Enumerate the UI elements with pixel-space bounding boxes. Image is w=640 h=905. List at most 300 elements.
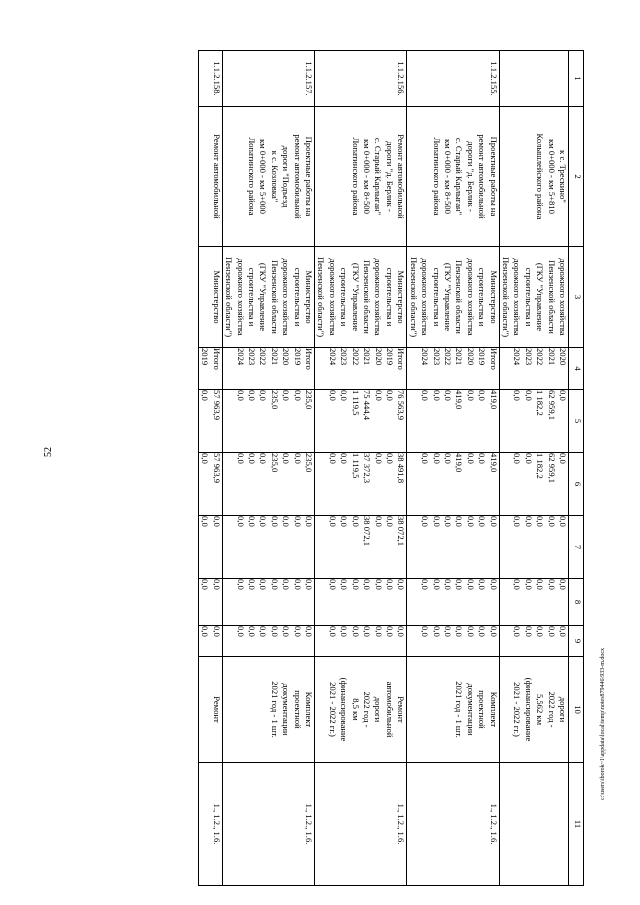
other-sources-cell xyxy=(199,626,223,657)
row-name xyxy=(315,107,407,247)
total-cell-value: 76 563,9 xyxy=(396,390,407,421)
row-executor-line: дорожного хозяйства xyxy=(281,258,292,336)
federal-budget-cell-value: 38 072,1 xyxy=(362,516,373,547)
other-sources-cell-value: 0,0 xyxy=(362,626,373,637)
table-body xyxy=(199,51,584,886)
row-executor-line: дорожного хозяйства xyxy=(235,258,246,336)
total-cell-value: 235,0 xyxy=(269,390,280,410)
year-cell-value: 2024 xyxy=(420,348,431,366)
regional-budget-cell-value: 0,0 xyxy=(523,453,534,464)
regional-budget-cell-value: 0,0 xyxy=(373,453,384,464)
year-cell-value: 2021 xyxy=(362,348,373,366)
other-sources-cell-value: 0,0 xyxy=(292,626,303,637)
federal-budget-cell-value: 0,0 xyxy=(420,516,431,527)
column-number: 6 xyxy=(569,453,584,516)
other-sources-cell xyxy=(499,626,568,657)
other-sources-cell-value: 0,0 xyxy=(211,626,222,637)
footer-file-path: c:\users\iborok~1\appdata\local\temp\notes879446\933-m.docx xyxy=(600,647,606,800)
year-cell xyxy=(407,348,499,390)
row-name xyxy=(407,107,499,247)
total-cell-value: 1 182,2 xyxy=(535,390,546,416)
other-sources-cell xyxy=(315,626,407,657)
total-cell xyxy=(407,390,499,453)
year-cell-value: 2023 xyxy=(339,348,350,366)
row-executor-line: строительства и xyxy=(523,267,534,327)
row-name-line: Проектные работы на xyxy=(488,136,499,217)
row-result-line: 2021 - 2022 гг.) xyxy=(327,682,338,737)
year-cell xyxy=(315,348,407,390)
local-budget-cell-value: 0,0 xyxy=(362,579,373,590)
federal-budget-cell-value: 0,0 xyxy=(431,516,442,527)
local-budget-cell-value: 0,0 xyxy=(546,579,557,590)
federal-budget-cell xyxy=(222,516,314,579)
local-budget-cell xyxy=(407,579,499,626)
row-result-line: дороги xyxy=(373,696,384,723)
year-cell-value: 2019 xyxy=(384,348,395,366)
row-executor-line: (ГКУ "Управление xyxy=(535,262,546,332)
federal-budget-cell-value: 0,0 xyxy=(535,516,546,527)
other-sources-cell-value: 0,0 xyxy=(488,626,499,637)
row-executor-line: строительства и xyxy=(384,267,395,327)
total-cell-value: 0,0 xyxy=(373,390,384,401)
total-cell xyxy=(222,390,314,453)
year-cell-value: 2019 xyxy=(200,348,211,366)
row-name-line: Проектные работы на xyxy=(304,136,315,217)
column-number: 10 xyxy=(569,657,584,763)
regional-budget-cell-value: 38 491,8 xyxy=(396,453,407,484)
regional-budget-cell-value: 1 119,5 xyxy=(350,453,361,479)
row-executor-line: дорожного хозяйства xyxy=(465,258,476,336)
column-number: 8 xyxy=(569,579,584,626)
regional-budget-cell-value: 235,0 xyxy=(304,453,315,473)
local-budget-cell-value: 0,0 xyxy=(269,579,280,590)
row-id: 1.1.2.157. xyxy=(222,51,314,107)
regional-budget-cell xyxy=(222,453,314,516)
federal-budget-cell xyxy=(407,516,499,579)
program-table xyxy=(198,50,584,886)
local-budget-cell-value: 0,0 xyxy=(235,579,246,590)
total-cell-value: 419,0 xyxy=(488,390,499,410)
column-number: 11 xyxy=(569,763,584,886)
total-cell-value: 0,0 xyxy=(281,390,292,401)
row-name-line: Ремонт автомобильной xyxy=(396,134,407,219)
row-reference: 1., 1.2., 1.6. xyxy=(315,763,407,886)
row-executor xyxy=(499,247,568,348)
year-cell-value: 2023 xyxy=(247,348,258,366)
row-executor-line: строительства и xyxy=(339,267,350,327)
other-sources-cell-value: 0,0 xyxy=(200,626,211,637)
federal-budget-cell-value: 0,0 xyxy=(292,516,303,527)
row-reference xyxy=(499,763,568,886)
year-cell xyxy=(222,348,314,390)
row-executor-line: Министерство xyxy=(211,270,222,324)
year-cell xyxy=(199,348,223,390)
row-result-line: 5,562 км xyxy=(535,693,546,726)
total-cell-value: 0,0 xyxy=(339,390,350,401)
row-executor-line: строительства и xyxy=(292,267,303,327)
regional-budget-cell-value: 0,0 xyxy=(431,453,442,464)
total-cell-value: 0,0 xyxy=(523,390,534,401)
row-result xyxy=(315,657,407,763)
row-id: 1.1.2.158. xyxy=(199,51,223,107)
federal-budget-cell-value: 0,0 xyxy=(304,516,315,527)
row-executor-line: Пензенской области xyxy=(269,260,280,334)
row-result-line: автомобильной xyxy=(384,681,395,738)
row-result-line: дороги xyxy=(558,696,568,723)
local-budget-cell-value: 0,0 xyxy=(373,579,384,590)
row-result-line: (финансирование xyxy=(523,677,534,742)
row-name xyxy=(499,107,568,247)
local-budget-cell-value: 0,0 xyxy=(258,579,269,590)
federal-budget-cell-value: 0,0 xyxy=(200,516,211,527)
regional-budget-cell xyxy=(199,453,223,516)
row-executor-line: Пензенской области") xyxy=(224,256,235,338)
row-name-line: дороги "Подъезд xyxy=(281,145,292,208)
other-sources-cell-value: 0,0 xyxy=(535,626,546,637)
regional-budget-cell-value: 0,0 xyxy=(258,453,269,464)
row-executor-line: (ГКУ "Управление xyxy=(350,262,361,332)
federal-budget-cell-value: 0,0 xyxy=(443,516,453,527)
federal-budget-cell-value: 0,0 xyxy=(454,516,465,527)
row-result-line: 2022 год - xyxy=(362,691,373,728)
regional-budget-cell-value: 0,0 xyxy=(292,453,303,464)
regional-budget-cell-value: 419,0 xyxy=(454,453,465,473)
year-cell-value: 2021 xyxy=(269,348,280,366)
local-budget-cell-value: 0,0 xyxy=(200,579,211,590)
local-budget-cell xyxy=(222,579,314,626)
year-cell-value: 2020 xyxy=(373,348,384,366)
federal-budget-cell-value: 0,0 xyxy=(546,516,557,527)
other-sources-cell-value: 0,0 xyxy=(384,626,395,637)
table-frame xyxy=(88,50,584,885)
total-cell-value: 0,0 xyxy=(258,390,269,401)
local-budget-cell-value: 0,0 xyxy=(281,579,292,590)
total-cell-value: 0,0 xyxy=(443,390,453,401)
regional-budget-cell-value: 57 963,9 xyxy=(211,453,222,484)
total-cell-value: 235,0 xyxy=(304,390,315,410)
local-budget-cell xyxy=(315,579,407,626)
regional-budget-cell xyxy=(407,453,499,516)
local-budget-cell-value: 0,0 xyxy=(420,579,431,590)
other-sources-cell-value: 0,0 xyxy=(327,626,338,637)
row-name-line: к с. Козловка" xyxy=(269,150,280,203)
local-budget-cell-value: 0,0 xyxy=(211,579,222,590)
federal-budget-cell-value: 0,0 xyxy=(269,516,280,527)
federal-budget-cell-value: 0,0 xyxy=(465,516,476,527)
regional-budget-cell-value: 0,0 xyxy=(235,453,246,464)
row-id: 1.1.2.155. xyxy=(407,51,499,107)
year-cell-value: 2019 xyxy=(292,348,303,366)
row-id xyxy=(499,51,568,107)
regional-budget-cell-value: 0,0 xyxy=(512,453,523,464)
other-sources-cell xyxy=(407,626,499,657)
total-cell-value: 0,0 xyxy=(292,390,303,401)
regional-budget-cell-value: 37 372,3 xyxy=(362,453,373,484)
column-number: 4 xyxy=(569,348,584,390)
row-result-line: Комплект xyxy=(304,691,315,728)
regional-budget-cell-value: 0,0 xyxy=(200,453,211,464)
regional-budget-cell-value: 0,0 xyxy=(443,453,453,464)
total-cell-value: 0,0 xyxy=(512,390,523,401)
federal-budget-cell-value: 0,0 xyxy=(477,516,488,527)
row-result xyxy=(222,657,314,763)
total-cell xyxy=(499,390,568,453)
row-reference: 1., 1.2., 1.6. xyxy=(407,763,499,886)
row-executor-line: дорожного хозяйства xyxy=(327,258,338,336)
regional-budget-cell-value: 0,0 xyxy=(558,453,568,464)
federal-budget-cell-value: 0,0 xyxy=(211,516,222,527)
total-cell-value: 1 119,5 xyxy=(350,390,361,416)
other-sources-cell-value: 0,0 xyxy=(269,626,280,637)
row-executor-line: Пензенской области") xyxy=(500,256,511,338)
total-cell-value: 0,0 xyxy=(465,390,476,401)
federal-budget-cell-value: 0,0 xyxy=(512,516,523,527)
federal-budget-cell-value: 0,0 xyxy=(339,516,350,527)
year-cell-value: 2021 xyxy=(454,348,465,366)
local-budget-cell-value: 0,0 xyxy=(304,579,315,590)
total-cell-value: 62 959,1 xyxy=(546,390,557,421)
regional-budget-cell xyxy=(315,453,407,516)
row-name-line: км 0+000 - км 8+500 xyxy=(442,139,453,214)
row-result-line: Ремонт xyxy=(396,696,407,723)
regional-budget-cell-value: 0,0 xyxy=(339,453,350,464)
year-cell-value: 2019 xyxy=(477,348,488,366)
federal-budget-cell-value: 38 072,1 xyxy=(396,516,407,547)
federal-budget-cell-value: 0,0 xyxy=(247,516,258,527)
row-name-line: Ремонт автомобильной xyxy=(211,134,222,219)
row-executor-line: строительства и xyxy=(247,267,258,327)
federal-budget-cell-value: 0,0 xyxy=(373,516,384,527)
other-sources-cell-value: 0,0 xyxy=(431,626,442,637)
regional-budget-cell-value: 0,0 xyxy=(420,453,431,464)
year-cell-value: 2022 xyxy=(443,348,453,366)
local-budget-cell-value: 0,0 xyxy=(339,579,350,590)
year-cell-value: 2023 xyxy=(431,348,442,366)
row-name-line: дороги "д. Берлик - xyxy=(384,141,395,212)
row-executor-line: дорожного хозяйства xyxy=(373,258,384,336)
local-budget-cell-value: 0,0 xyxy=(292,579,303,590)
row-executor-line: строительства и xyxy=(477,267,488,327)
row-executor-line: Пензенской области xyxy=(362,260,373,334)
federal-budget-cell-value: 0,0 xyxy=(327,516,338,527)
local-budget-cell-value: 0,0 xyxy=(443,579,453,590)
row-result-line: проектной xyxy=(292,690,303,729)
local-budget-cell-value: 0,0 xyxy=(350,579,361,590)
other-sources-cell-value: 0,0 xyxy=(454,626,465,637)
row-reference: 1., 1.2., 1.6. xyxy=(222,763,314,886)
row-executor xyxy=(222,247,314,348)
row-name-line: дороги "д. Берлик - xyxy=(465,141,476,212)
other-sources-cell-value: 0,0 xyxy=(235,626,246,637)
federal-budget-cell-value: 0,0 xyxy=(350,516,361,527)
row-result xyxy=(499,657,568,763)
other-sources-cell-value: 0,0 xyxy=(304,626,315,637)
row-result xyxy=(407,657,499,763)
year-cell-value: 2022 xyxy=(350,348,361,366)
table-row xyxy=(222,51,314,886)
row-executor-line: Министерство xyxy=(304,270,315,324)
row-executor-line: (ГКУ "Управление xyxy=(258,262,269,332)
row-executor-line: Пензенской области xyxy=(546,260,557,334)
local-budget-cell-value: 0,0 xyxy=(558,579,568,590)
other-sources-cell-value: 0,0 xyxy=(339,626,350,637)
row-result-line: 2021 - 2022 гг.) xyxy=(512,682,523,737)
row-executor-line: (ГКУ "Управление xyxy=(442,262,453,332)
total-cell-value: 57 963,9 xyxy=(211,390,222,421)
total-cell xyxy=(315,390,407,453)
row-name-line: км 0+000 - км 8+500 xyxy=(362,139,373,214)
row-result-line: 2021 год - 1 шт. xyxy=(269,681,280,738)
local-budget-cell-value: 0,0 xyxy=(396,579,407,590)
other-sources-cell-value: 0,0 xyxy=(546,626,557,637)
total-cell-value: 0,0 xyxy=(327,390,338,401)
row-executor-line: дорожного хозяйства xyxy=(420,258,431,336)
row-name-line: Лопатинского района xyxy=(350,137,361,216)
local-budget-cell-value: 0,0 xyxy=(535,579,546,590)
column-number: 2 xyxy=(569,107,584,247)
row-executor-line: Министерство xyxy=(488,270,499,324)
year-cell-value: 2022 xyxy=(258,348,269,366)
regional-budget-cell-value: 0,0 xyxy=(247,453,258,464)
year-cell-value: 2020 xyxy=(465,348,476,366)
regional-budget-cell-value: 235,0 xyxy=(269,453,280,473)
federal-budget-cell-value: 0,0 xyxy=(235,516,246,527)
total-cell-value: 0,0 xyxy=(200,390,211,401)
total-cell-value: 0,0 xyxy=(247,390,258,401)
row-name-line: ремонт автомобильной xyxy=(477,134,488,219)
row-result-line: (финансирование xyxy=(339,677,350,742)
other-sources-cell-value: 0,0 xyxy=(558,626,568,637)
year-cell-value: 2020 xyxy=(281,348,292,366)
other-sources-cell-value: 0,0 xyxy=(281,626,292,637)
column-number: 3 xyxy=(569,247,584,348)
year-cell-value: 2024 xyxy=(235,348,246,366)
other-sources-cell-value: 0,0 xyxy=(443,626,453,637)
local-budget-cell-value: 0,0 xyxy=(431,579,442,590)
regional-budget-cell-value: 419,0 xyxy=(488,453,499,473)
federal-budget-cell-value: 0,0 xyxy=(384,516,395,527)
column-number: 5 xyxy=(569,390,584,453)
row-executor xyxy=(199,247,223,348)
row-result-line: 2022 год - xyxy=(546,691,557,728)
row-name-line: км 0+000 - км 5+000 xyxy=(258,139,269,214)
regional-budget-cell-value: 0,0 xyxy=(477,453,488,464)
other-sources-cell-value: 0,0 xyxy=(396,626,407,637)
regional-budget-cell-value: 62 959,1 xyxy=(546,453,557,484)
row-reference: 1., 1.2., 1.6. xyxy=(199,763,223,886)
column-number: 1 xyxy=(569,51,584,107)
row-result-line: Комплект xyxy=(488,691,499,728)
row-name xyxy=(222,107,314,247)
year-cell-value: 2021 xyxy=(546,348,557,366)
federal-budget-cell-value: 0,0 xyxy=(488,516,499,527)
row-result-line: проектной xyxy=(477,690,488,729)
local-budget-cell-value: 0,0 xyxy=(512,579,523,590)
local-budget-cell-value: 0,0 xyxy=(384,579,395,590)
row-result xyxy=(199,657,223,763)
row-name-line: Колышлейского района xyxy=(535,133,546,220)
regional-budget-cell xyxy=(499,453,568,516)
row-name-line: Лопатинского района xyxy=(431,137,442,216)
row-id: 1.1.2.156. xyxy=(315,51,407,107)
federal-budget-cell xyxy=(315,516,407,579)
row-executor-line: дорожного хозяйства xyxy=(558,258,568,336)
federal-budget-cell-value: 0,0 xyxy=(281,516,292,527)
local-budget-cell-value: 0,0 xyxy=(488,579,499,590)
federal-budget-cell-value: 0,0 xyxy=(258,516,269,527)
other-sources-cell-value: 0,0 xyxy=(465,626,476,637)
regional-budget-cell-value: 1 182,2 xyxy=(535,453,546,479)
row-name xyxy=(199,107,223,247)
row-name-line: км 0+000 - км 5+810 xyxy=(546,139,557,214)
other-sources-cell-value: 0,0 xyxy=(258,626,269,637)
other-sources-cell-value: 0,0 xyxy=(373,626,384,637)
row-name-line: ремонт автомобильной xyxy=(292,134,303,219)
row-executor-line: Пензенской области") xyxy=(408,256,419,338)
local-budget-cell-value: 0,0 xyxy=(465,579,476,590)
total-cell xyxy=(199,390,223,453)
local-budget-cell-value: 0,0 xyxy=(477,579,488,590)
row-result-line: 8,5 км xyxy=(350,698,361,721)
year-cell-value: Итого xyxy=(396,348,407,370)
local-budget-cell xyxy=(199,579,223,626)
year-cell xyxy=(499,348,568,390)
other-sources-cell xyxy=(222,626,314,657)
year-cell-value: Итого xyxy=(488,348,499,370)
row-executor-line: Пензенской области") xyxy=(316,256,327,338)
year-cell-value: 2024 xyxy=(512,348,523,366)
total-cell-value: 0,0 xyxy=(431,390,442,401)
row-result-line: Ремонт xyxy=(211,696,222,723)
table-row xyxy=(199,51,223,886)
row-name-line: к с. Трескино" xyxy=(558,150,568,203)
other-sources-cell-value: 0,0 xyxy=(512,626,523,637)
total-cell-value: 0,0 xyxy=(235,390,246,401)
other-sources-cell-value: 0,0 xyxy=(350,626,361,637)
total-cell-value: 0,0 xyxy=(558,390,568,401)
row-executor xyxy=(315,247,407,348)
total-cell-value: 75 444,4 xyxy=(362,390,373,421)
year-cell-value: 2023 xyxy=(523,348,534,366)
local-budget-cell-value: 0,0 xyxy=(523,579,534,590)
regional-budget-cell-value: 0,0 xyxy=(327,453,338,464)
regional-budget-cell-value: 0,0 xyxy=(465,453,476,464)
page-number: 52 xyxy=(43,447,54,457)
federal-budget-cell-value: 0,0 xyxy=(523,516,534,527)
row-executor-line: строительства и xyxy=(431,267,442,327)
year-cell-value: 2022 xyxy=(535,348,546,366)
local-budget-cell-value: 0,0 xyxy=(454,579,465,590)
federal-budget-cell xyxy=(499,516,568,579)
row-result-line: документации xyxy=(465,683,476,736)
federal-budget-cell-value: 0,0 xyxy=(558,516,568,527)
row-executor-line: Пензенской области xyxy=(454,260,465,334)
total-cell-value: 0,0 xyxy=(384,390,395,401)
year-cell-value: 2020 xyxy=(558,348,568,366)
table-row xyxy=(407,51,499,886)
row-name-line: с. Старый Карлыган" xyxy=(373,137,384,216)
other-sources-cell-value: 0,0 xyxy=(247,626,258,637)
year-cell-value: 2024 xyxy=(327,348,338,366)
other-sources-cell-value: 0,0 xyxy=(420,626,431,637)
total-cell-value: 0,0 xyxy=(420,390,431,401)
year-cell-value: Итого xyxy=(211,348,222,370)
row-name-line: с. Старый Карлыган" xyxy=(454,137,465,216)
other-sources-cell-value: 0,0 xyxy=(523,626,534,637)
table-row xyxy=(499,51,568,886)
regional-budget-cell-value: 0,0 xyxy=(384,453,395,464)
row-executor xyxy=(407,247,499,348)
